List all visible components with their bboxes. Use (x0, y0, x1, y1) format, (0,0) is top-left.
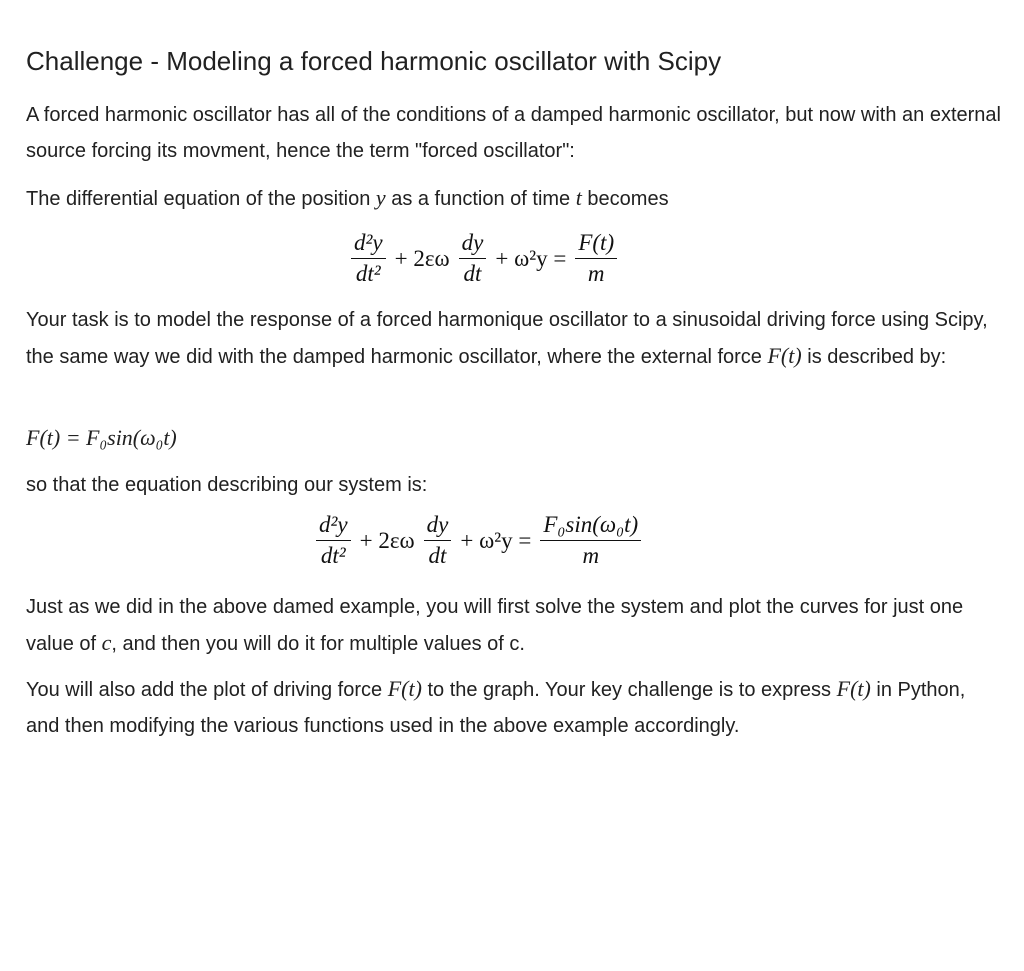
fraction-bar (316, 540, 351, 541)
fraction-numerator: d²y (354, 230, 383, 255)
fraction-numerator: d²y (319, 512, 348, 537)
math-variable-t: t (575, 185, 582, 210)
fraction-denominator: dt (428, 543, 447, 569)
text-segment: , and then you will do it for multiple values of c. (111, 633, 525, 655)
differential-equation-intro (26, 180, 1001, 217)
fraction-denominator: m (582, 543, 600, 569)
task-paragraph (26, 302, 1001, 375)
text-segment: Just as we did in the above damed example, you will first solve the system and plot the curves for just one value of (26, 596, 964, 655)
intro-paragraph: A forced harmonic oscillator has all of the conditions of a damped harmonic oscillator, but now with an external source forcing its movment, hence the term "forced oscillator": (26, 104, 1001, 162)
text-segment: becomes (581, 188, 669, 210)
fraction-bar (459, 258, 487, 259)
fraction-force-over-mass (575, 230, 617, 287)
text-segment: in Python, and then modifying the various functions used in the above example accordingly. (26, 679, 966, 737)
challenge-paragraph (26, 671, 1001, 744)
fraction-bar (351, 258, 386, 259)
fraction-dy-dt (459, 230, 487, 287)
page-title: Challenge - Modeling a forced harmonic oscillator with Scipy (26, 46, 722, 76)
fraction-numerator: F₀sin(ω₀t) (543, 512, 639, 537)
fraction-numerator: dy (426, 512, 449, 537)
math-variable-y: y (375, 185, 386, 210)
fraction-bar (424, 540, 452, 541)
fraction-denominator: dt² (355, 261, 381, 287)
instructions-paragraph (26, 589, 1001, 662)
fraction-d2y-dt2 (316, 512, 351, 569)
differential-equation-2 (313, 512, 644, 569)
text-segment: is described by: (801, 346, 947, 368)
fraction-numerator: dy (461, 230, 484, 255)
fraction-bar (540, 540, 641, 541)
force-equation: F(t) = F₀sin(ω₀t) (26, 425, 177, 450)
equation-term: + ω²y = (495, 245, 567, 271)
text-segment: to the graph. Your key challenge is to express (421, 679, 837, 701)
fraction-numerator: F(t) (578, 230, 615, 255)
math-force-term: F(t) (767, 343, 802, 368)
fraction-denominator: m (587, 261, 605, 287)
math-force-term: F(t) (387, 676, 422, 701)
equation-term: + ω²y = (460, 527, 532, 553)
math-force-term: F(t) (836, 676, 871, 701)
system-equation-intro: so that the equation describing our system is: (26, 474, 428, 496)
fraction-denominator: dt (463, 261, 482, 287)
fraction-d2y-dt2 (351, 230, 386, 287)
text-segment: The differential equation of the position (26, 188, 376, 210)
text-segment: Your task is to model the response of a forced harmonique oscillator to a sinusoidal driving force using Scipy, the same way we did with the damped harmonic oscillator, where the external force (26, 309, 988, 368)
math-variable-c: c (101, 630, 112, 655)
text-segment: You will also add the plot of driving force (26, 679, 388, 701)
text-segment: as a function of time (385, 188, 576, 210)
differential-equation-1 (348, 230, 620, 287)
fraction-sinusoidal-force (540, 512, 641, 569)
fraction-dy-dt (424, 512, 452, 569)
fraction-bar (575, 258, 617, 259)
equation-term: + 2εω (394, 245, 450, 271)
fraction-denominator: dt² (320, 543, 346, 569)
equation-term: + 2εω (359, 527, 415, 553)
